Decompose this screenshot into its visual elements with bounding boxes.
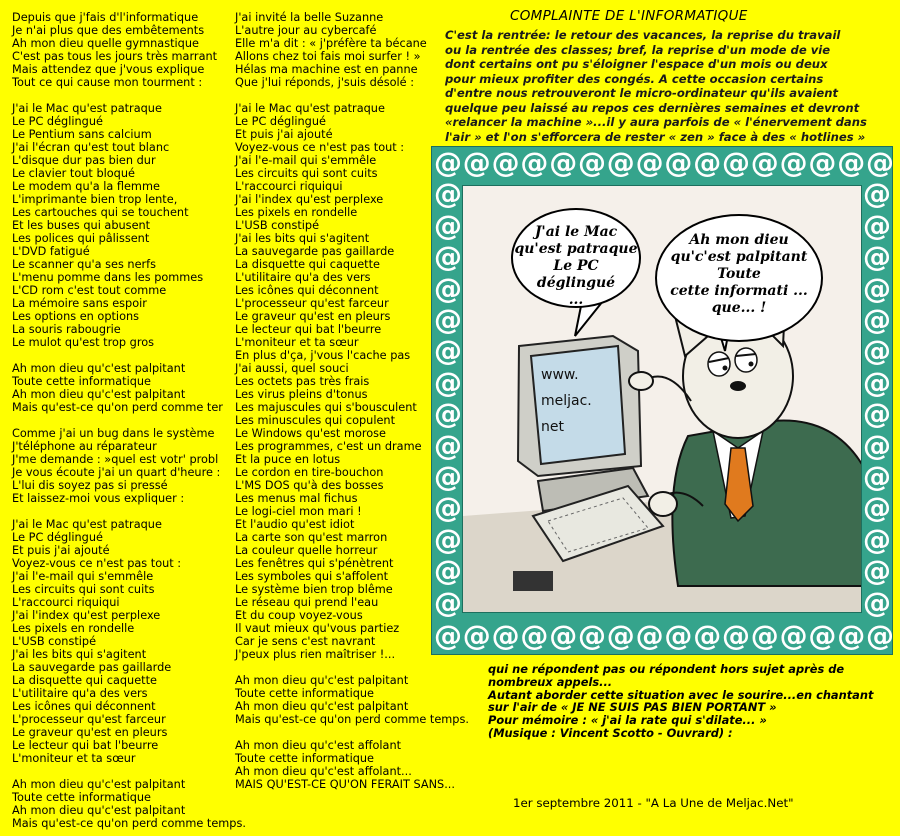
outro-line: Autant aborder cette situation avec le sourire...en chantant xyxy=(488,687,874,702)
at-symbol-icon: @ xyxy=(434,428,462,462)
poem-line: Le Windows qu'est morose xyxy=(235,427,387,440)
poem-line: Toute cette informatique xyxy=(12,375,151,388)
poem-line: Les octets pas très frais xyxy=(235,375,370,388)
poem-line: Le PC déglingué xyxy=(12,115,103,128)
poem-line: J'ai invité la belle Suzanne xyxy=(235,11,384,24)
screen-line: www. xyxy=(541,367,579,383)
poem-line: L'MS DOS qu'à des bosses xyxy=(235,479,384,492)
poem-line: Et puis j'ai ajouté xyxy=(235,128,333,141)
poem-line: Ah mon dieu qu'c'est palpitant xyxy=(12,388,186,401)
intro-line: quelque peu laissé au repos ces dernières semaines et devront xyxy=(445,100,860,115)
at-symbol-icon: @ xyxy=(863,271,891,305)
at-symbol-icon: @ xyxy=(434,334,462,368)
at-symbol-icon: @ xyxy=(863,303,891,336)
poem-line: La sauvegarde pas gaillarde xyxy=(235,245,395,258)
poem-line: Le réseau qui prend l'eau xyxy=(235,596,379,609)
poem-line: En plus d'ça, j'vous l'cache pas xyxy=(235,349,411,362)
poem-line: Allons chez toi fais moi surfer ! » xyxy=(235,50,421,63)
poem-line: Tout ce qui cause mon tourment : xyxy=(12,76,203,89)
at-symbol-icon: @ xyxy=(606,619,635,652)
poem-line xyxy=(12,89,232,102)
at-symbol-icon: @ xyxy=(863,208,891,242)
at-symbol-icon: @ xyxy=(635,619,664,652)
poem-line: Les minuscules qui copulent xyxy=(235,414,395,427)
poem-line xyxy=(235,726,460,739)
poem-line: Et laissez-moi vous expliquer : xyxy=(12,492,185,505)
poem-line: Et puis j'ai ajouté xyxy=(12,544,110,557)
poem-line xyxy=(12,765,232,778)
poem-line: Mais qu'est-ce qu'on perd comme temps. xyxy=(235,713,469,726)
at-symbol-icon: @ xyxy=(434,303,462,336)
bubble-left-line: ... xyxy=(568,292,584,308)
poem-line: Les fenêtres qui s'pénètrent xyxy=(235,557,394,570)
at-symbol-icon: @ xyxy=(462,619,491,652)
poem-line: Le lecteur qui bat l'beurre xyxy=(235,323,382,336)
poem-line: J'ai l'e-mail qui s'emmêle xyxy=(12,570,154,583)
at-symbol-icon: @ xyxy=(750,619,779,652)
poem-line: L'raccourci riquiqui xyxy=(12,596,120,609)
intro-line: d'entre nous retrouveront le micro-ordinateur qu'ils avaient xyxy=(445,86,839,100)
poem-line: L'processeur qu'est farceur xyxy=(12,713,166,726)
poem-line: Et du coup voyez-vous xyxy=(235,609,363,622)
poem-line: J'ai aussi, quel souci xyxy=(235,362,349,375)
poem-line xyxy=(235,89,460,102)
cartoon-illustration xyxy=(462,185,862,613)
at-symbol-icon: @ xyxy=(434,585,462,619)
poem-line: Le PC déglingué xyxy=(235,115,326,128)
poem-line: MAIS QU'EST-CE QU'ON FERAIT SANS... xyxy=(235,778,455,791)
poem-line: L'USB constipé xyxy=(235,219,320,232)
at-symbol-icon: @ xyxy=(863,585,891,619)
poem-line: L'menu pomme dans les pommes xyxy=(12,271,204,284)
poem-line: Le clavier tout bloqué xyxy=(12,167,135,180)
bubble-right-line: que... ! xyxy=(711,300,767,316)
poem-line: J'ai les bits qui s'agitent xyxy=(235,232,370,245)
outro-line: sur l'air de « JE NE SUIS PAS BIEN PORTANT » xyxy=(488,700,777,715)
poem-line: Je n'ai plus que des embêtements xyxy=(12,24,205,37)
at-symbol-icon: @ xyxy=(863,522,891,556)
intro-line: dont certains ont pu s'éloigner l'espace d'un mois ou deux xyxy=(445,57,828,71)
poem-line: Hélas ma machine est en panne xyxy=(235,63,418,76)
poem-line: L'lui dis soyez pas si pressé xyxy=(12,479,168,492)
poem-line: J'ai l'e-mail qui s'emmêle xyxy=(235,154,377,167)
poem-line: Le cordon en tire-bouchon xyxy=(235,466,384,479)
poem-line: Et l'audio qu'est idiot xyxy=(235,518,355,531)
poem-line: J'ai l'écran qu'est tout blanc xyxy=(12,141,170,154)
at-symbol-icon: @ xyxy=(808,146,837,179)
poem-line: La sauvegarde pas gaillarde xyxy=(12,661,172,674)
poem-line: Les cartouches qui se touchent xyxy=(12,206,189,219)
poem-line: J'téléphone au réparateur xyxy=(12,440,157,453)
at-symbol-icon: @ xyxy=(578,146,606,179)
poem-line: La souris rabougrie xyxy=(12,323,121,336)
poem-line: Le mulot qu'est trop gros xyxy=(12,336,155,349)
at-symbol-icon: @ xyxy=(434,365,462,399)
bubble-right-line: Ah mon dieu xyxy=(689,232,789,248)
at-symbol-icon: @ xyxy=(491,619,520,652)
at-symbol-icon: @ xyxy=(491,146,520,179)
poem-line: L'moniteur et ta sœur xyxy=(235,336,359,349)
poem-line: Ah mon dieu qu'c'est palpitant xyxy=(235,700,409,713)
intro-line: ou la rentrée des classes; bref, la reprise d'un mode de vie xyxy=(445,42,831,57)
poem-line: J'ai les bits qui s'agitent xyxy=(12,648,147,661)
poem-line: Que j'lui réponds, j'suis désolé : xyxy=(235,76,415,89)
poem-line: Les pixels en rondelle xyxy=(12,622,135,635)
poem-line: C'est pas tous les jours très marrant xyxy=(12,50,218,63)
poem-line: Ah mon dieu quelle gymnastique xyxy=(12,37,199,50)
at-symbol-icon: @ xyxy=(863,334,891,368)
poem-line: Les polices qui pâlissent xyxy=(12,232,150,245)
at-symbol-icon: @ xyxy=(779,146,808,179)
poem-line: L'utilitaire qu'a des vers xyxy=(235,271,371,284)
poem-line: Le système bien trop blême xyxy=(235,583,393,596)
bubble-left-line: J'ai le Mac xyxy=(534,224,618,240)
poem-line: L'USB constipé xyxy=(12,635,97,648)
at-symbol-icon: @ xyxy=(549,146,578,179)
at-symbol-icon: @ xyxy=(863,177,891,211)
at-symbol-icon: @ xyxy=(520,619,549,652)
poem-line: L'DVD fatigué xyxy=(12,245,90,258)
at-symbol-icon: @ xyxy=(837,146,866,179)
at-symbol-icon: @ xyxy=(434,619,462,652)
poem-line: Le logi-ciel mon mari ! xyxy=(235,505,362,518)
bubble-right-line: cette informati ... xyxy=(670,283,808,299)
poem-line: Les symboles qui s'affolent xyxy=(235,570,389,583)
at-symbol-icon: @ xyxy=(863,460,891,493)
poem-line: Mais qu'est-ce qu'on perd comme ter xyxy=(12,401,223,414)
at-symbol-icon: @ xyxy=(664,146,693,179)
poem-line: La mémoire sans espoir xyxy=(12,297,147,310)
poem-line: Le scanner qu'a ses nerfs xyxy=(12,258,157,271)
screen-line: meljac. xyxy=(541,393,592,409)
article-title: COMPLAINTE DE L'INFORMATIQUE xyxy=(510,8,748,24)
poem-line: Le graveur qu'est en pleurs xyxy=(235,310,391,323)
at-symbol-icon: @ xyxy=(434,146,462,179)
outro-line: qui ne répondent pas ou répondent hors sujet après de xyxy=(488,662,845,676)
poem-line: Mais attendez que j'vous explique xyxy=(12,63,205,76)
monitor-screen-text xyxy=(541,362,621,440)
poem-line xyxy=(235,661,460,674)
poem-line: La couleur quelle horreur xyxy=(235,544,378,557)
outro-line: nombreux appels... xyxy=(488,674,613,689)
at-symbol-icon: @ xyxy=(866,146,894,179)
intro-line: C'est la rentrée: le retour des vacances, la reprise du travail xyxy=(445,28,841,42)
at-symbol-icon: @ xyxy=(693,619,722,652)
poem-line: L'processeur qu'est farceur xyxy=(235,297,389,310)
at-symbol-icon: @ xyxy=(635,146,664,179)
at-symbol-icon: @ xyxy=(722,619,750,652)
poem-line: Les pixels en rondelle xyxy=(235,206,358,219)
at-symbol-icon: @ xyxy=(693,146,722,179)
at-symbol-icon: @ xyxy=(863,428,891,462)
poem-line: Ah mon dieu qu'c'est palpitant xyxy=(235,674,409,687)
poem-line xyxy=(12,414,232,427)
at-symbol-icon: @ xyxy=(434,271,462,305)
at-symbol-icon: @ xyxy=(863,491,891,525)
at-symbol-icon: @ xyxy=(434,522,462,556)
poem-line: J'ai l'index qu'est perplexe xyxy=(12,609,161,622)
poem-line: Toute cette informatique xyxy=(12,791,151,804)
poem-line: J'peux plus rien maîtriser !... xyxy=(235,648,396,661)
poem-line: L'raccourci riquiqui xyxy=(235,180,343,193)
poem-line: L'disque dur pas bien dur xyxy=(12,154,156,167)
poem-line: Ah mon dieu qu'c'est affolant... xyxy=(235,765,412,778)
outro-line: (Musique : Vincent Scotto - Ouvrard) : xyxy=(488,725,733,740)
at-symbol-icon: @ xyxy=(434,397,462,431)
outro-line: Pour mémoire : « j'ai la rate qui s'dilate... » xyxy=(488,713,767,728)
poem-line: Les majuscules qui s'bousculent xyxy=(235,401,417,414)
bubble-left-line: qu'est patraque xyxy=(514,241,638,257)
poem-line: Le Pentium sans calcium xyxy=(12,128,152,141)
at-symbol-icon: @ xyxy=(866,619,894,652)
poem-column-right xyxy=(235,11,469,791)
poem-line: Ah mon dieu qu'c'est affolant xyxy=(235,739,402,752)
poem-line: J'ai le Mac qu'est patraque xyxy=(235,102,385,115)
at-symbol-icon: @ xyxy=(722,146,750,179)
poem-line: Elle m'a dit : « j'préfère ta bécane xyxy=(235,37,427,50)
poem-line: Les circuits qui sont cuits xyxy=(12,583,155,596)
at-symbol-icon: @ xyxy=(606,146,635,179)
poem-line: Les menus mal fichus xyxy=(235,492,358,505)
speech-bubble-right xyxy=(655,214,823,342)
bubble-right-line: Toute xyxy=(717,266,761,282)
poem-line: J'ai le Mac qu'est patraque xyxy=(12,518,162,531)
at-symbol-icon: @ xyxy=(863,397,891,431)
poem-line: La disquette qui caquette xyxy=(235,258,380,271)
at-symbol-icon: @ xyxy=(578,619,606,652)
screen-line: net xyxy=(541,419,564,435)
bubble-right-line: qu'c'est palpitant xyxy=(670,249,808,265)
poem-line: La carte son qu'est marron xyxy=(235,531,388,544)
poem-line: Voyez-vous ce n'est pas tout : xyxy=(235,141,405,154)
poem-line: Mais qu'est-ce qu'on perd comme temps. xyxy=(12,817,246,830)
poem-line: Comme j'ai un bug dans le système xyxy=(12,427,215,440)
poem-line: J'ai le Mac qu'est patraque xyxy=(12,102,162,115)
poem-line: Ah mon dieu qu'c'est palpitant xyxy=(12,362,186,375)
poem-line: J'me demande : »quel est votr' probl xyxy=(12,453,219,466)
intro-line: pour mieux profiter des congés. A cette occasion certains xyxy=(445,71,824,86)
poem-line xyxy=(12,505,232,518)
article-outro xyxy=(488,663,893,740)
poem-line: Et les buses qui abusent xyxy=(12,219,151,232)
poem-line: L'CD rom c'est tout comme xyxy=(12,284,167,297)
at-symbol-icon: @ xyxy=(863,554,891,588)
at-symbol-icon: @ xyxy=(549,619,578,652)
at-symbol-icon: @ xyxy=(434,491,462,525)
poem-line: J'ai l'index qu'est perplexe xyxy=(235,193,384,206)
at-symbol-icon: @ xyxy=(779,619,808,652)
at-symbol-icon: @ xyxy=(434,240,462,274)
poem-line: L'autre jour au cybercafé xyxy=(235,24,377,37)
at-symbol-icon: @ xyxy=(808,619,837,652)
bubble-left-line: Le PC déglingué xyxy=(536,258,616,291)
at-symbol-icon: @ xyxy=(520,146,549,179)
poem-line: Ah mon dieu qu'c'est palpitant xyxy=(12,804,186,817)
poem-line: Le modem qu'a la flemme xyxy=(12,180,160,193)
poem-line: Les options en options xyxy=(12,310,140,323)
poem-line: L'moniteur et ta sœur xyxy=(12,752,136,765)
poem-line: Les programmes, c'est un drame xyxy=(235,440,422,453)
poem-line: Il vaut mieux qu'vous partiez xyxy=(235,622,400,635)
poem-line: La disquette qui caquette xyxy=(12,674,157,687)
poem-line: Le lecteur qui bat l'beurre xyxy=(12,739,159,752)
at-symbol-icon: @ xyxy=(434,208,462,242)
poem-line: Toute cette informatique xyxy=(235,752,374,765)
at-symbol-icon: @ xyxy=(750,146,779,179)
poem-line xyxy=(12,349,232,362)
intro-line: «relancer la machine »...il y aura parfois de « l'énervement dans xyxy=(445,115,867,129)
poem-line: Depuis que j'fais d'l'informatique xyxy=(12,11,199,24)
poem-column-left xyxy=(12,11,246,830)
at-symbol-icon: @ xyxy=(837,619,866,652)
poem-line: L'utilitaire qu'a des vers xyxy=(12,687,148,700)
at-symbol-icon: @ xyxy=(863,365,891,399)
at-symbol-icon: @ xyxy=(462,146,491,179)
poem-line: Ah mon dieu qu'c'est palpitant xyxy=(12,778,186,791)
poem-line: Les circuits qui sont cuits xyxy=(235,167,378,180)
at-symbol-icon: @ xyxy=(863,240,891,274)
footer-credit: 1er septembre 2011 - "A La Une de Meljac.Net" xyxy=(513,796,794,810)
poem-line: Les icônes qui déconnent xyxy=(235,284,379,297)
poem-line: Les virus pleins d'tonus xyxy=(235,388,368,401)
speech-bubble-left xyxy=(511,208,641,308)
poem-line: Je vous écoute j'ai un quart d'heure : xyxy=(12,466,221,479)
poem-line: Le graveur qu'est en pleurs xyxy=(12,726,168,739)
at-symbol-icon: @ xyxy=(434,177,462,211)
at-symbol-icon: @ xyxy=(434,460,462,493)
poem-line: Toute cette informatique xyxy=(235,687,374,700)
intro-line: l'air » et l'on s'efforcera de rester « zen » face à des « hotlines » xyxy=(445,129,866,144)
poem-line: Car je sens c'est navrant xyxy=(235,635,376,648)
article-intro xyxy=(445,28,895,144)
poem-line: Le PC déglingué xyxy=(12,531,103,544)
at-symbol-icon: @ xyxy=(664,619,693,652)
poem-line: Voyez-vous ce n'est pas tout : xyxy=(12,557,182,570)
poem-line: Les icônes qui déconnent xyxy=(12,700,156,713)
poem-line: Et la puce en lotus xyxy=(235,453,341,466)
at-symbol-icon: @ xyxy=(434,554,462,588)
poem-line: L'imprimante bien trop lente, xyxy=(12,193,178,206)
